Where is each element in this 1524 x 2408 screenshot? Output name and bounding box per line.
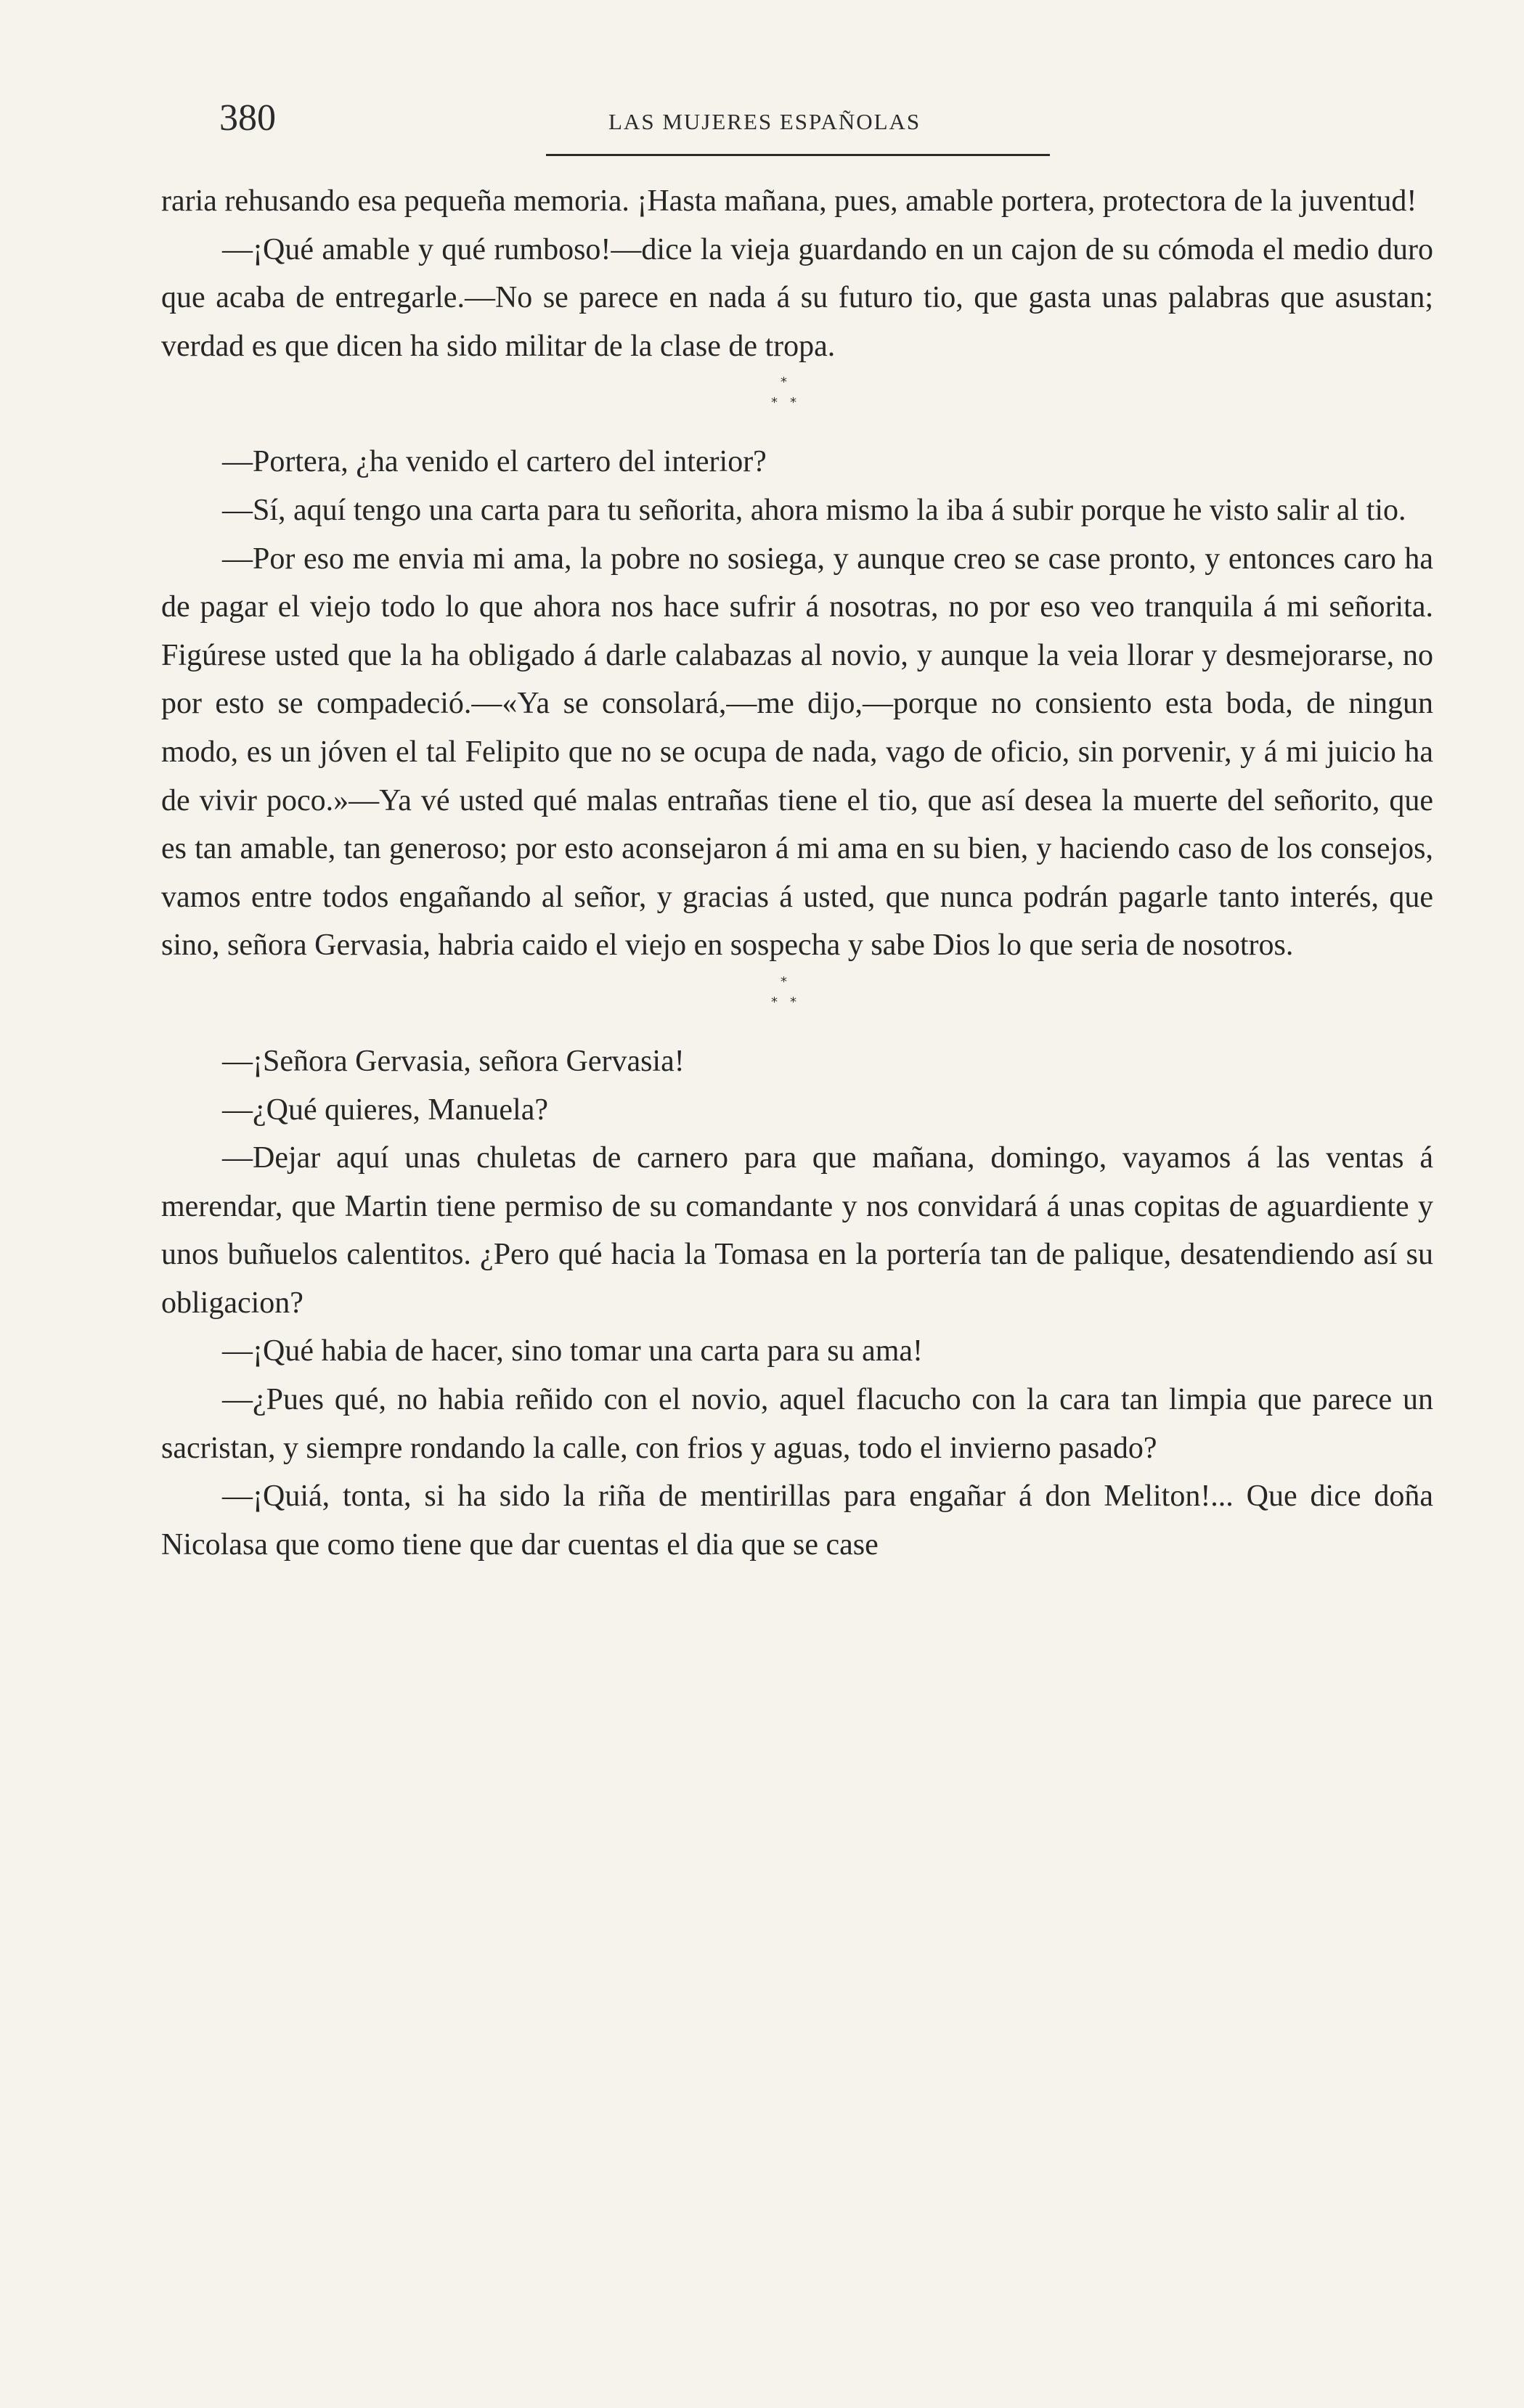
paragraph: —Portera, ¿ha venido el cartero del interior?: [222, 445, 767, 479]
paragraph: —¡Quiá, tonta, si ha sido la riña de mentirillas para engañar á don Meliton!... Que dice doña Nicolasa que como tiene que dar cuentas el dia que se case: [161, 1480, 1433, 1562]
page-number: 380: [219, 97, 276, 139]
header-rule: [546, 154, 1050, 156]
asterism: *: [781, 974, 787, 989]
paragraph: —Sí, aquí tengo una carta para tu señorita, ahora mismo la iba á subir porque he visto salir al tio.: [222, 493, 1406, 527]
paragraph: —Por eso me envia mi ama, la pobre no sosiega, y aunque creo se case pronto, y entonces caro ha de pagar el viejo todo lo que ahora nos hace sufrir á nosotras, no por eso veo tranquila á mi señorita. Figúrese usted que la ha obligado á darle calabazas al novio, y aunque la veia llorar y desmejorarse, no por esto se compadeció.—«Ya se consolará,—me dijo,—porque no consiento esta boda, de ningun modo, es un jóven el tal Felipito que no se ocupa de nada, vago de oficio, sin porvenir, y á mi juicio ha de vivir poco.»—Ya vé usted qué malas entrañas tiene el tio, que así desea la muerte del señorito, que es tan amable, tan generoso; por esto aconsejaron á mi ama en su bien, y haciendo caso de los consejos, vamos entre todos engañando al señor, y gracias á usted, que nunca podrán pagarle tanto interés, que sino, señora Gervasia, habria caido el viejo en sospecha y sabe Dios lo que seria de nosotros.: [161, 542, 1433, 963]
paragraph: —¡Qué habia de hacer, sino tomar una carta para su ama!: [222, 1334, 924, 1368]
section-separator: * * *: [771, 375, 796, 411]
paragraph: raria rehusando esa pequeña memoria. ¡Hasta mañana, pues, amable portera, protectora de la juventud!: [161, 184, 1417, 218]
paragraph: —¡Señora Gervasia, señora Gervasia!: [222, 1044, 685, 1078]
paragraph: —¿Qué quieres, Manuela?: [222, 1093, 548, 1127]
running-title: LAS MUJERES ESPAÑOLAS: [608, 109, 921, 134]
paragraph: —¡Qué amable y qué rumboso!—dice la vieja guardando en un cajon de su cómoda el medio duro que acaba de entregarle.—No se parece en nada á su futuro tio, que gasta unas palabras que asustan; verdad es que dicen ha sido militar de la clase de tropa.: [161, 232, 1433, 363]
asterism: *: [781, 375, 787, 391]
body-text: [161, 177, 1433, 1569]
section-separator: * * *: [771, 974, 796, 1010]
paragraph: —Dejar aquí unas chuletas de carnero para que mañana, domingo, vayamos á las ventas á merendar, que Martin tiene permiso de su comandante y nos convidará á unas copitas de aguardiente y unos buñuelos calentitos. ¿Pero qué hacia la Tomasa en la portería tan de palique, desatendiendo así su obligacion?: [161, 1141, 1433, 1320]
paragraph: —¿Pues qué, no habia reñido con el novio, aquel flacucho con la cara tan limpia que parece un sacristan, y siempre rondando la calle, con frios y aguas, todo el invierno pasado?: [161, 1383, 1433, 1465]
